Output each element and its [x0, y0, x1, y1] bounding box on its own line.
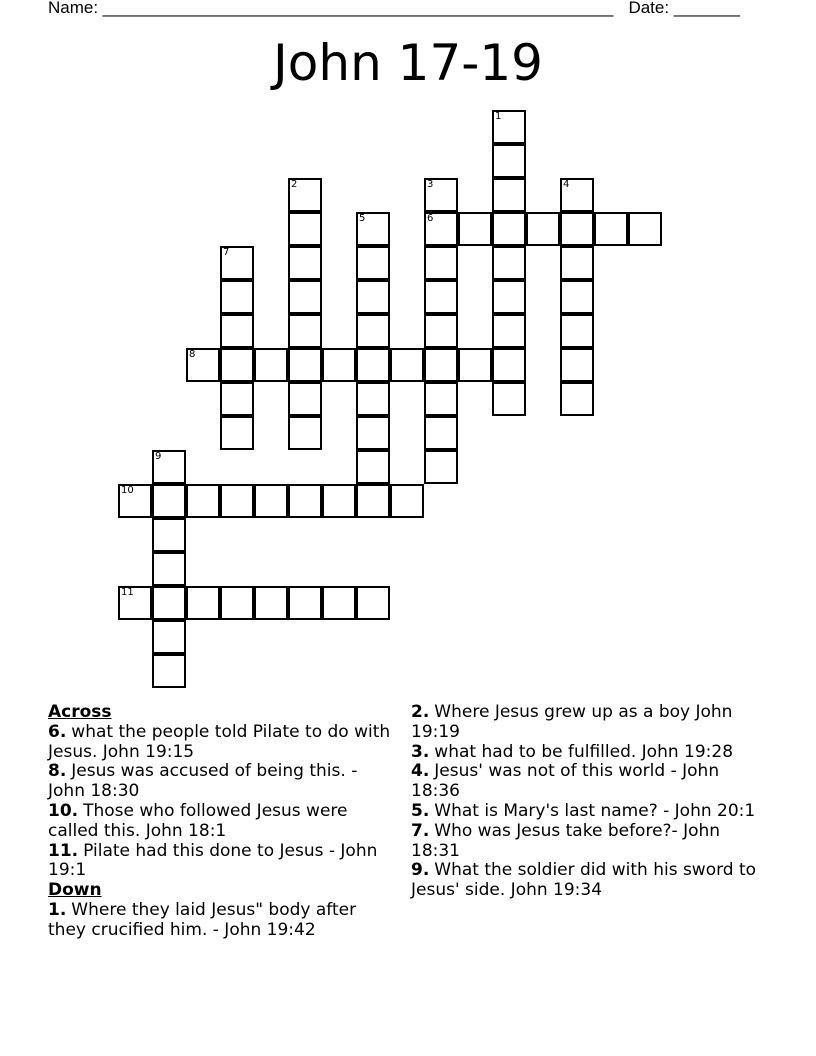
grid-cell[interactable] [424, 382, 458, 416]
grid-cell[interactable] [560, 348, 594, 382]
grid-cell[interactable] [424, 178, 458, 212]
clue-across-8: 8. Jesus was accused of being this. - John 18:30 [48, 761, 358, 802]
clues-column-right [411, 703, 766, 901]
grid-cell[interactable] [220, 314, 254, 348]
grid-cell[interactable] [628, 212, 662, 246]
clue-across-6: 6. what the people told Pilate to do with Jesus. John 19:15 [48, 721, 391, 762]
grid-cell[interactable] [356, 416, 390, 450]
grid-cell[interactable] [356, 348, 390, 382]
grid-cell[interactable] [322, 484, 356, 518]
clue-number-label: 3 [427, 179, 434, 190]
grid-cell[interactable] [356, 314, 390, 348]
clue-number-label: 10 [121, 485, 134, 496]
grid-cell[interactable] [220, 416, 254, 450]
grid-cell[interactable] [152, 552, 186, 586]
grid-cell[interactable] [220, 280, 254, 314]
clue-number-label: 1 [495, 111, 502, 122]
grid-cell[interactable] [152, 586, 186, 620]
grid-cell[interactable] [594, 212, 628, 246]
grid-cell[interactable] [186, 586, 220, 620]
grid-cell[interactable] [288, 280, 322, 314]
clue-down-9: 9. What the soldier did with his sword to Jesus' side. John 19:34 [411, 860, 757, 901]
grid-cell[interactable] [356, 382, 390, 416]
grid-cell[interactable] [458, 212, 492, 246]
grid-cell[interactable] [526, 212, 560, 246]
grid-cell[interactable] [152, 450, 186, 484]
grid-cell[interactable] [152, 654, 186, 688]
grid-cell[interactable] [288, 212, 322, 246]
grid-cell[interactable] [424, 348, 458, 382]
grid-cell[interactable] [560, 280, 594, 314]
grid-cell[interactable] [288, 348, 322, 382]
grid-cell[interactable] [424, 314, 458, 348]
grid-cell[interactable] [424, 246, 458, 280]
name-field-label: Name: ______________________________________________________ [48, 0, 614, 17]
grid-cell[interactable] [492, 280, 526, 314]
grid-cell[interactable] [492, 110, 526, 144]
clue-down-3: 3. what had to be fulfilled. John 19:28 [411, 741, 734, 762]
clues-column-left [48, 703, 393, 941]
grid-cell[interactable] [220, 348, 254, 382]
grid-cell[interactable] [118, 586, 152, 620]
clue-down-7: 7. Who was Jesus take before?- John 18:31 [411, 820, 721, 861]
grid-cell[interactable] [560, 212, 594, 246]
clue-number-label: 8 [189, 349, 196, 360]
clue-across-11: 11. Pilate had this done to Jesus - John 19:1 [48, 840, 378, 881]
clue-down-4: 4. Jesus' was not of this world - John 18:36 [411, 761, 720, 802]
grid-cell[interactable] [424, 212, 458, 246]
grid-cell[interactable] [560, 314, 594, 348]
clue-number-label: 4 [563, 179, 570, 190]
grid-cell[interactable] [492, 144, 526, 178]
clue-number-label: 11 [121, 587, 134, 598]
grid-cell[interactable] [186, 348, 220, 382]
clue-down-1: 1. Where they laid Jesus" body after they crucified him. - John 19:42 [48, 899, 357, 940]
grid-cell[interactable] [118, 484, 152, 518]
grid-cell[interactable] [254, 484, 288, 518]
grid-cell[interactable] [560, 382, 594, 416]
grid-cell[interactable] [356, 450, 390, 484]
clue-number-label: 9 [155, 451, 162, 462]
across-heading: Across [48, 702, 112, 722]
grid-cell[interactable] [288, 586, 322, 620]
page-title: John 17-19 [273, 34, 543, 92]
grid-cell[interactable] [492, 314, 526, 348]
clue-number-label: 7 [223, 247, 230, 258]
grid-cell[interactable] [424, 280, 458, 314]
clue-number-label: 5 [359, 213, 366, 224]
grid-cell[interactable] [424, 450, 458, 484]
grid-cell[interactable] [254, 348, 288, 382]
grid-cell[interactable] [288, 178, 322, 212]
grid-cell[interactable] [220, 246, 254, 280]
grid-cell[interactable] [492, 382, 526, 416]
grid-cell[interactable] [220, 484, 254, 518]
grid-cell[interactable] [390, 484, 424, 518]
grid-cell[interactable] [322, 348, 356, 382]
grid-cell[interactable] [254, 586, 288, 620]
grid-cell[interactable] [560, 246, 594, 280]
grid-cell[interactable] [322, 586, 356, 620]
grid-cell[interactable] [492, 178, 526, 212]
grid-cell[interactable] [560, 178, 594, 212]
grid-cell[interactable] [356, 246, 390, 280]
grid-cell[interactable] [424, 416, 458, 450]
grid-cell[interactable] [288, 484, 322, 518]
clue-across-10: 10. Those who followed Jesus were called this. John 18:1 [48, 800, 348, 841]
down-heading: Down [48, 880, 102, 901]
grid-cell[interactable] [288, 314, 322, 348]
grid-cell[interactable] [356, 484, 390, 518]
grid-cell[interactable] [220, 382, 254, 416]
grid-cell[interactable] [356, 212, 390, 246]
grid-cell[interactable] [356, 280, 390, 314]
grid-cell[interactable] [288, 416, 322, 450]
grid-cell[interactable] [390, 348, 424, 382]
grid-cell[interactable] [492, 348, 526, 382]
grid-cell[interactable] [288, 246, 322, 280]
grid-cell[interactable] [492, 246, 526, 280]
grid-cell[interactable] [220, 586, 254, 620]
grid-cell[interactable] [458, 348, 492, 382]
grid-cell[interactable] [152, 620, 186, 654]
grid-cell[interactable] [492, 212, 526, 246]
clue-down-5: 5. What is Mary's last name? - John 20:1 [411, 800, 756, 821]
grid-cell[interactable] [186, 484, 220, 518]
clue-down-2: 2. Where Jesus grew up as a boy John 19:19 [411, 702, 733, 742]
date-field-label: Date: _______ [628, 0, 740, 17]
clue-number-label: 6 [427, 213, 434, 224]
clue-number-label: 2 [291, 179, 298, 190]
grid-cell[interactable] [152, 484, 186, 518]
grid-cell[interactable] [356, 586, 390, 620]
grid-cell[interactable] [152, 518, 186, 552]
grid-cell[interactable] [288, 382, 322, 416]
